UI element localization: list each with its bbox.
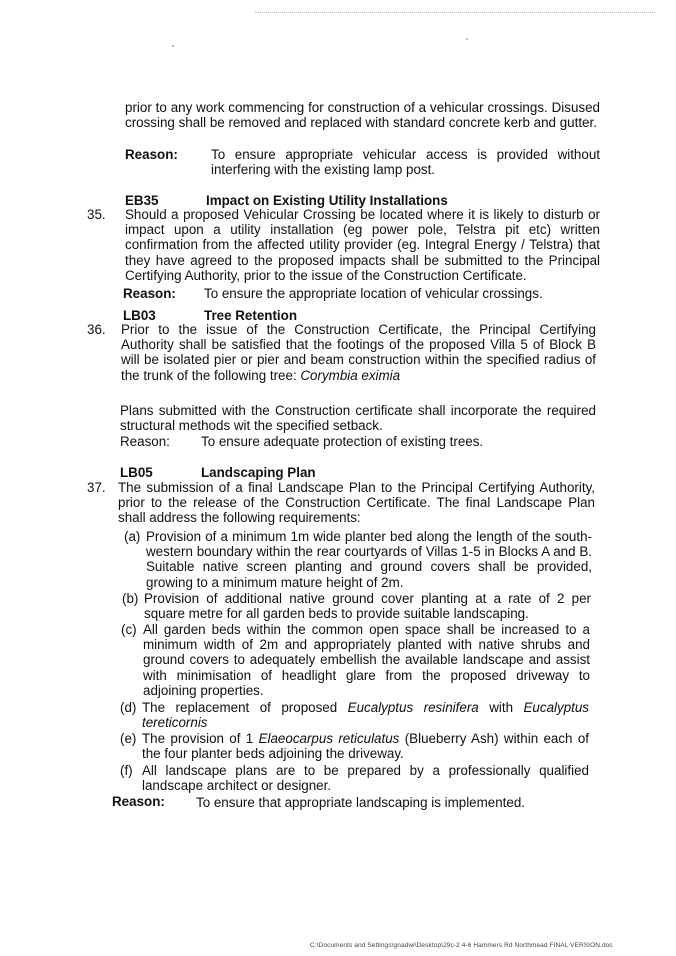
reason-text: To ensure adequate protection of existing trees.	[201, 434, 484, 449]
reason-text: To ensure that appropriate landscaping is implemented.	[196, 795, 526, 810]
condition-number: 36.	[87, 322, 106, 337]
condition-code: EB35	[125, 193, 159, 208]
condition-text-2: Plans submitted with the Construction certificate shall incorporate the required structural methods wit the specified setback.	[120, 403, 596, 434]
list-item-label: (c)	[121, 622, 137, 637]
list-item-text-post: (Blueberry Ash) within each of the four planter beds adjoining the driveway.	[142, 731, 589, 762]
file-path-footer: C:\Documents and Settings\gnadwi\Desktop\29c-2 4-6 Hammers Rd Northmead FINAL VERSION.doc	[310, 942, 613, 949]
list-item	[122, 591, 591, 621]
list-item	[124, 529, 592, 590]
species-name: Eucalyptus resinifera	[347, 700, 479, 715]
list-item-text: All garden beds within the common open space shall be increased to a minimum width of 2m and appropriately planted with native shrubs and ground covers to adequately embellish the available landscape and assist with minimisation of headlight glare from the proposed driveway to adjoining properties.	[143, 622, 590, 698]
condition-number: 37.	[87, 480, 106, 495]
condition-text	[121, 322, 596, 383]
list-item-text	[142, 700, 589, 730]
list-item-text: Provision of a minimum 1m wide planter bed along the length of the south-western boundary within the rear courtyards of Villas 1-5 in Blocks A and B. Suitable native screen planting and ground covers shall be provided, growing to a minimum mature height of 2m.	[146, 529, 592, 590]
condition-number: 35.	[87, 207, 106, 222]
list-item-text-pre: The replacement of proposed	[142, 700, 348, 715]
list-item-label: (f)	[120, 763, 133, 778]
condition-code: LB03	[123, 308, 156, 323]
scan-artifact-line	[255, 12, 655, 15]
list-item-label: (d)	[120, 700, 137, 715]
condition-title: Landscaping Plan	[201, 465, 316, 480]
reason-text: To ensure the appropriate location of vehicular crossings.	[204, 286, 543, 301]
list-item-text-pre: The provision of 1	[142, 731, 259, 746]
scan-speck	[172, 45, 174, 47]
list-item-label: (b)	[122, 591, 139, 606]
list-item	[120, 731, 589, 761]
list-item	[121, 622, 590, 698]
reason-label: Reason:	[112, 794, 165, 809]
reason-label: Reason:	[123, 286, 176, 301]
reason-label: Reason:	[120, 434, 170, 449]
reason-label: Reason:	[125, 147, 178, 162]
condition-text: The submission of a final Landscape Plan to the Principal Certifying Authority, prior to the release of the Construction Certificate. The final Landscape Plan shall address the following requirements:	[118, 480, 595, 526]
intro-paragraph: prior to any work commencing for construction of a vehicular crossings. Disused crossing shall be removed and replaced with standard concrete kerb and gutter.	[125, 100, 600, 131]
condition-code: LB05	[120, 465, 153, 480]
condition-title: Tree Retention	[204, 308, 298, 323]
list-item-text: All landscape plans are to be prepared by a professionally qualified landscape architect or designer.	[142, 763, 589, 794]
list-item-label: (e)	[120, 731, 137, 746]
list-item-text-mid: with	[478, 700, 524, 715]
list-item	[120, 763, 589, 793]
species-name: Eucalyptus tereticornis	[142, 700, 590, 731]
list-item-text	[142, 731, 589, 761]
condition-text: Should a proposed Vehicular Crossing be located where it is likely to disturb or impact upon a utility installation (eg power pole, Telstra pit etc) written confirmation from the affected utility provider (eg. Integral Energy / Telstra) that they have agreed to the proposed impacts shall be submitted to the Principal Certifying Authority, prior to the issue of the Construction Certificate.	[125, 207, 600, 283]
list-item-label: (a)	[124, 529, 141, 544]
reason-text: To ensure appropriate vehicular access is provided without interfering with the existing lamp post.	[211, 147, 600, 178]
list-item-text: Provision of additional native ground cover planting at a rate of 2 per square metre for all garden beds to provide suitable landscaping.	[144, 591, 591, 622]
species-name: Elaeocarpus reticulatus	[258, 731, 400, 746]
condition-text-body: Prior to the issue of the Construction Certificate, the Principal Certifying Authority shall be satisfied that the footings of the proposed Villa 5 of Block B will be isolated pier or pier and beam construction within the specified radius of the trunk of the following tree:	[121, 322, 596, 383]
list-item	[120, 700, 589, 730]
condition-title: Impact on Existing Utility Installations	[206, 193, 448, 208]
scan-speck	[466, 38, 468, 40]
tree-species: Corymbia eximia	[300, 367, 401, 383]
